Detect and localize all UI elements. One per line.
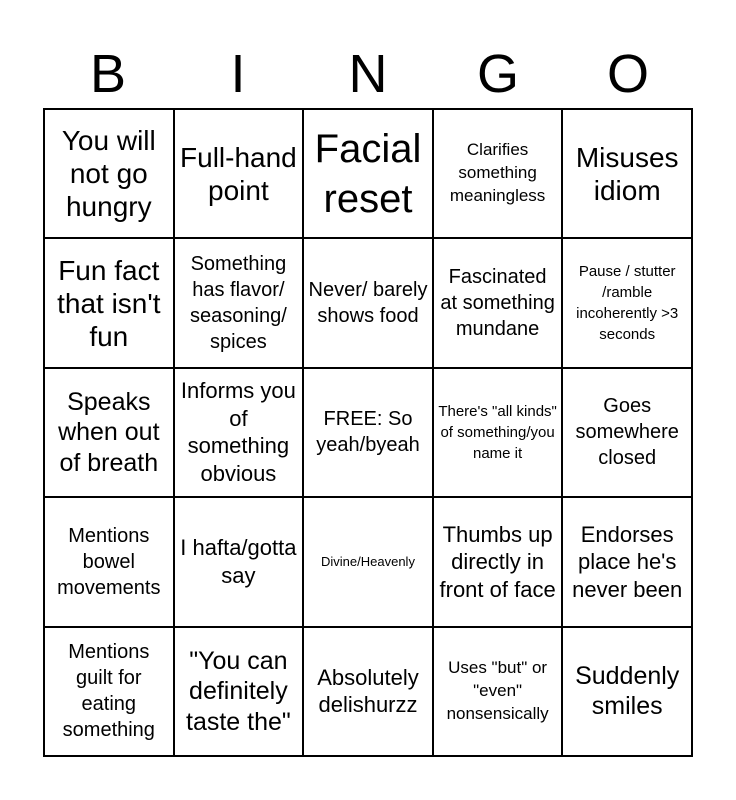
bingo-card (43, 108, 693, 757)
bingo-cell[interactable]: Facial reset (303, 109, 433, 238)
header-letter-o: O (606, 44, 649, 104)
header-letter-g: G (476, 44, 519, 104)
header-letter-b: B (89, 44, 127, 104)
bingo-cell[interactable]: Informs you of something obvious (174, 368, 304, 497)
bingo-cell[interactable]: There's "all kinds" of something/you name it (433, 368, 563, 497)
bingo-cell[interactable]: Absolutely delishurzz (303, 627, 433, 756)
bingo-cell[interactable]: Thumbs up directly in front of face (433, 497, 563, 626)
bingo-cell[interactable]: Mentions guilt for eating something (44, 627, 174, 756)
bingo-cell[interactable]: Never/ barely shows food (303, 238, 433, 367)
bingo-header (43, 40, 693, 108)
bingo-cell[interactable]: Divine/Heavenly (303, 497, 433, 626)
bingo-cell[interactable]: Endorses place he's never been (562, 497, 692, 626)
bingo-cell[interactable]: Suddenly smiles (562, 627, 692, 756)
bingo-cell[interactable]: Fun fact that isn't fun (44, 238, 174, 367)
bingo-cell[interactable]: Speaks when out of breath (44, 368, 174, 497)
bingo-cell[interactable]: Clarifies something meaningless (433, 109, 563, 238)
header-letter-n: N (348, 44, 388, 104)
free-space[interactable]: FREE: So yeah/byeah (303, 368, 433, 497)
bingo-cell[interactable]: Fascinated at something mundane (433, 238, 563, 367)
bingo-cell[interactable]: "You can definitely taste the" (174, 627, 304, 756)
bingo-cell[interactable]: Goes somewhere closed (562, 368, 692, 497)
bingo-cell[interactable]: Misuses idiom (562, 109, 692, 238)
bingo-cell[interactable]: Mentions bowel movements (44, 497, 174, 626)
bingo-cell[interactable]: Something has flavor/ seasoning/ spices (174, 238, 304, 367)
bingo-cell[interactable]: You will not go hungry (44, 109, 174, 238)
bingo-cell[interactable]: Uses "but" or "even" nonsensically (433, 627, 563, 756)
header-letter-i: I (230, 44, 246, 104)
bingo-cell[interactable]: I hafta/gotta say (174, 497, 304, 626)
bingo-cell[interactable]: Full-hand point (174, 109, 304, 238)
bingo-cell[interactable]: Pause / stutter /ramble incoherently >3 seconds (562, 238, 692, 367)
